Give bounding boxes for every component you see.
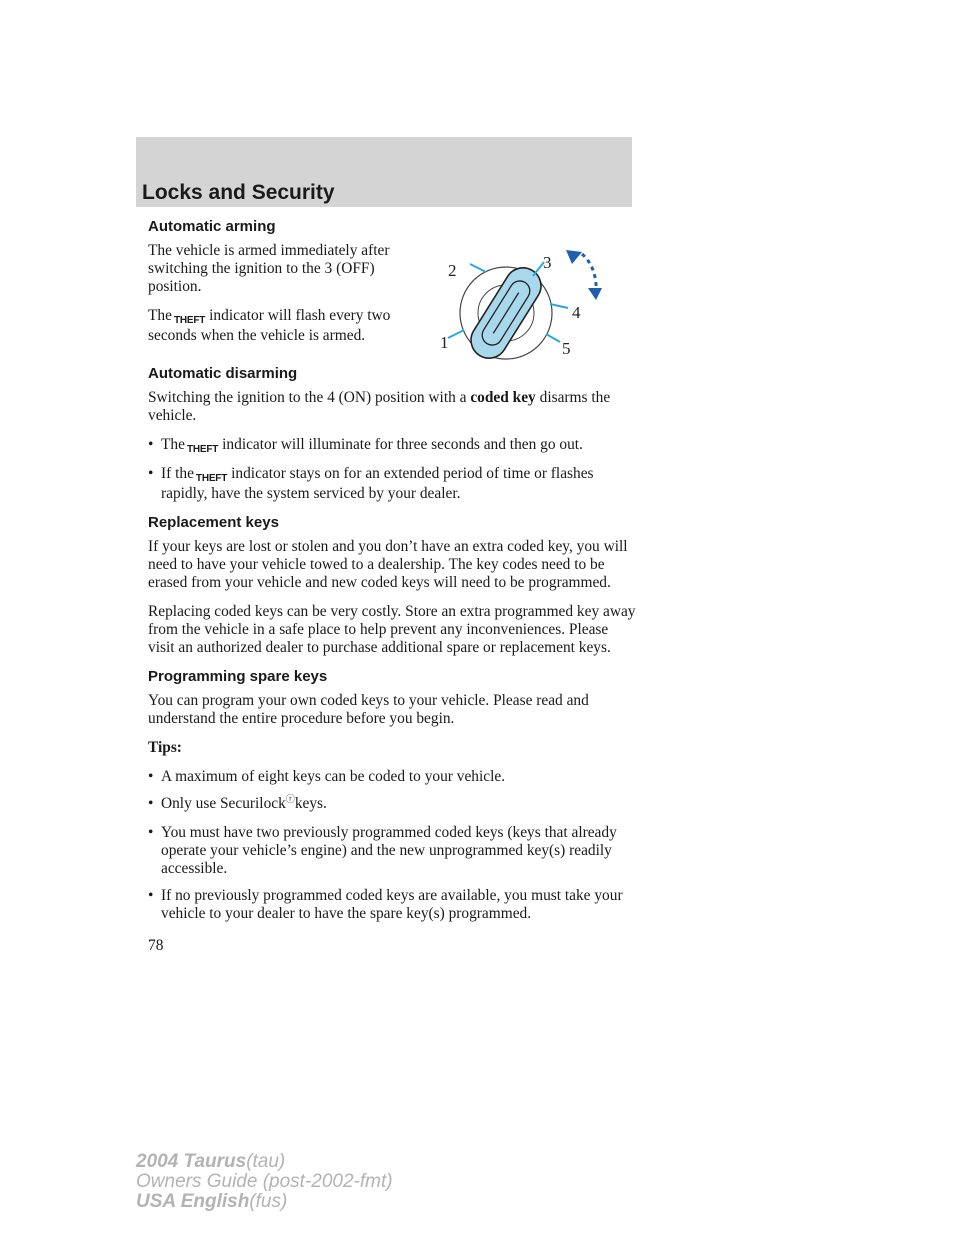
section-title: Locks and Security	[142, 181, 335, 204]
section-header-band	[136, 137, 632, 207]
tips-bullet-list	[148, 768, 636, 923]
footer-line-1	[136, 1152, 393, 1172]
text-fragment: Switching the ignition to the 4 (ON) position with a	[148, 389, 467, 406]
bullet-icon: •	[148, 465, 154, 482]
theft-indicator-icon: THEFT	[195, 473, 228, 484]
ignition-positions-diagram	[420, 246, 620, 376]
position-label-2: 2	[448, 261, 457, 280]
text-fragment: Only use Securilock	[161, 795, 286, 812]
list-item	[148, 465, 636, 503]
bullet-icon: •	[148, 887, 154, 904]
list-item	[148, 436, 636, 456]
bullet-icon: •	[148, 795, 154, 812]
text-fragment: The	[148, 307, 172, 324]
heading-programming-spare-keys: Programming spare keys	[148, 668, 328, 685]
replacement-paragraph-2: Replacing coded keys can be very costly. Store an extra programmed key away from the vehicle in a safe place to help prevent any inconveniences. Please visit an authorized dealer to purchase additional spare or replacement keys.	[148, 603, 636, 656]
list-item	[148, 768, 636, 786]
text-fragment: You must have two previously programmed coded keys (keys that already operate your vehicle’s engine) and the new unprogrammed key(s) readily accessible.	[161, 824, 617, 877]
position-label-3: 3	[543, 253, 552, 272]
heading-automatic-disarming: Automatic disarming	[148, 365, 298, 382]
list-item	[148, 824, 636, 878]
position-line-4	[550, 304, 568, 308]
page-number: 78	[148, 937, 164, 954]
footer-line-2: Owners Guide (post-2002-fmt)	[136, 1171, 393, 1192]
text-fragment: If the	[161, 465, 194, 482]
heading-automatic-arming: Automatic arming	[148, 218, 276, 235]
text-fragment: keys.	[294, 795, 327, 812]
position-line-5	[546, 334, 560, 342]
text-fragment: If no previously programmed coded keys are available, you must take your vehicle to your dealer to have the spare key(s) programmed.	[161, 887, 623, 922]
arming-paragraph-1: The vehicle is armed immediately after switching the ignition to the 3 (OFF) position.	[148, 242, 390, 295]
footer-language: USA English	[136, 1191, 250, 1212]
heading-replacement-keys: Replacement keys	[148, 514, 279, 531]
position-label-4: 4	[572, 303, 581, 322]
text-fragment: indicator will illuminate for three seconds and then go out.	[222, 436, 583, 453]
footer-model-code: (tau)	[246, 1151, 286, 1172]
text-fragment: indicator stays on for an extended period of time or flashes rapidly, have the system serviced by your dealer.	[161, 465, 594, 502]
disarming-bullet-list	[148, 436, 636, 503]
theft-indicator-icon: THEFT	[186, 444, 219, 455]
footer-model: 2004 Taurus	[136, 1151, 247, 1172]
footer-line-3	[136, 1192, 393, 1212]
document-footer	[136, 1152, 393, 1212]
disarming-paragraph	[148, 389, 636, 425]
text-fragment: indicator will flash every two seconds when the vehicle is armed.	[148, 307, 391, 344]
position-label-1: 1	[440, 333, 449, 352]
list-item	[148, 887, 636, 923]
tips-label: Tips:	[148, 739, 182, 756]
list-item	[148, 795, 636, 815]
bullet-icon: •	[148, 768, 154, 785]
programming-paragraph: You can program your own coded keys to your vehicle. Please read and understand the entire procedure before you begin.	[148, 692, 589, 727]
footer-language-code: (fus)	[249, 1191, 288, 1212]
coded-key-term: coded key	[470, 389, 536, 406]
replacement-paragraph-1: If your keys are lost or stolen and you don’t have an extra coded key, you will need to have your vehicle towed to a dealership. The key codes need to be erased from your vehicle and new coded keys will need to be programmed.	[148, 538, 628, 591]
position-label-5: 5	[562, 339, 571, 358]
arming-paragraph-2	[148, 307, 393, 345]
text-fragment: disarms the vehicle.	[148, 389, 611, 424]
arrowhead-down-icon	[588, 288, 602, 300]
bullet-icon: •	[148, 436, 154, 453]
theft-indicator-icon: THEFT	[173, 315, 206, 326]
text-fragment: A maximum of eight keys can be coded to your vehicle.	[161, 768, 506, 785]
position-line-1	[448, 330, 464, 338]
position-line-2	[470, 264, 486, 272]
registered-mark-icon: ⓡ	[285, 795, 295, 805]
text-fragment: The	[161, 436, 185, 453]
arrowhead-up-icon	[566, 250, 582, 264]
bullet-icon: •	[148, 824, 154, 841]
